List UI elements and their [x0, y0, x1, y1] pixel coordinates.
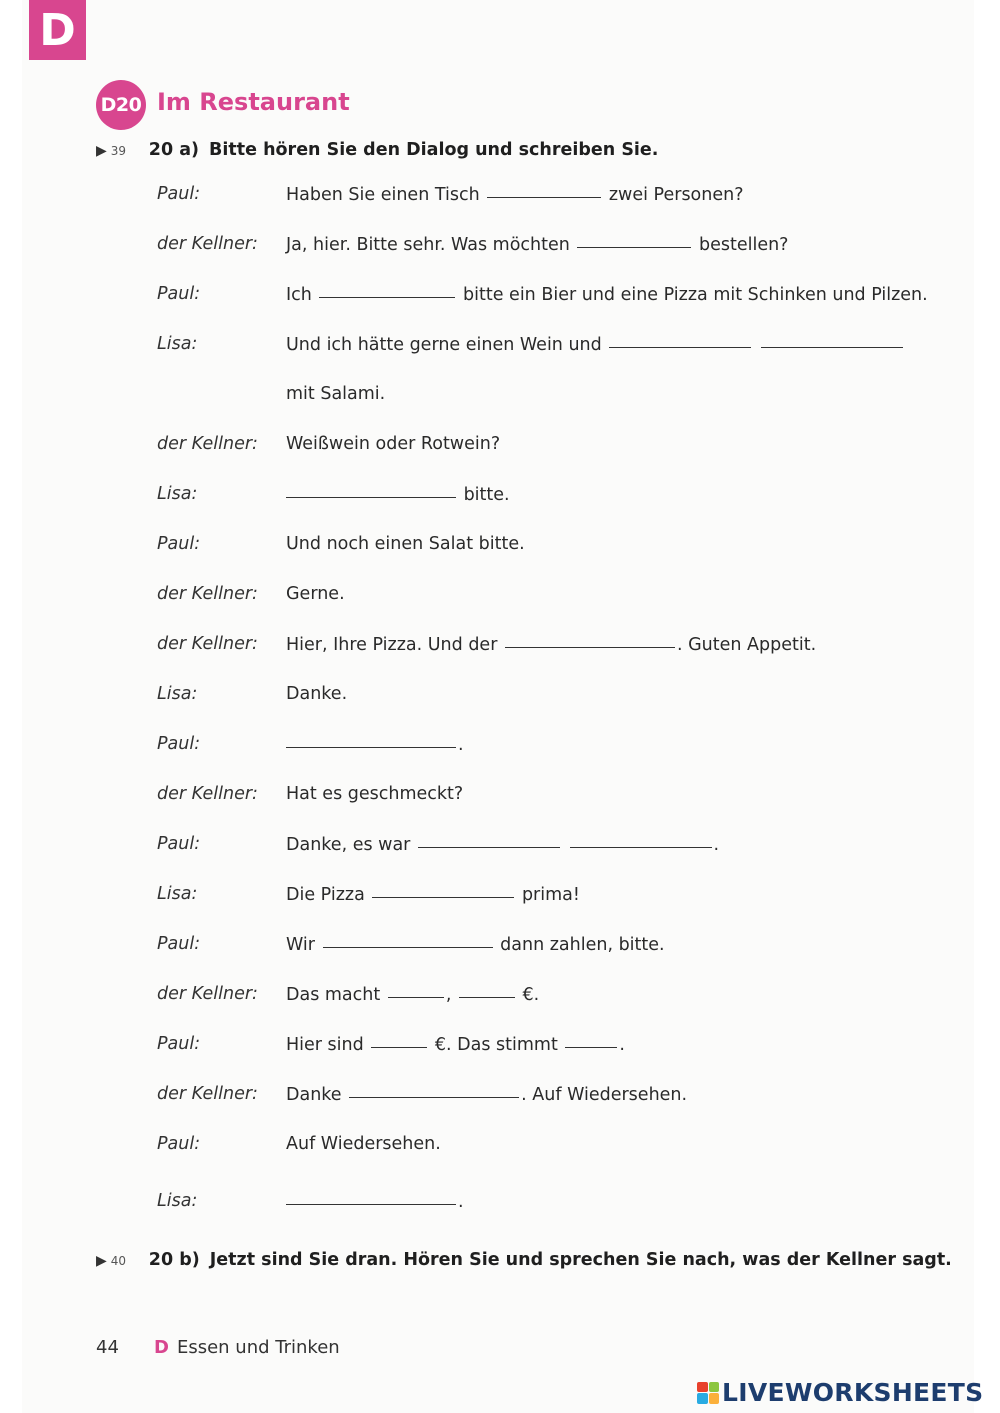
dialog-row	[0, 279, 1000, 309]
answer-blank[interactable]	[349, 1077, 519, 1098]
answer-blank[interactable]	[323, 927, 493, 948]
exercise-20a-heading	[96, 140, 658, 160]
answer-blank[interactable]	[286, 727, 456, 748]
answer-blank[interactable]	[761, 327, 903, 348]
speaker-label: der Kellner:	[157, 584, 258, 604]
speaker-label: der Kellner:	[157, 784, 258, 804]
play-audio-icon[interactable]: ▶	[96, 1253, 107, 1269]
dialog-row	[0, 879, 1000, 909]
speaker-label: der Kellner:	[157, 234, 258, 254]
dialog-row	[0, 629, 1000, 659]
dialog-line: Hier, Ihre Pizza. Und der . Guten Appetit.	[286, 629, 816, 660]
answer-blank[interactable]	[577, 227, 691, 248]
dialog-row	[0, 1029, 1000, 1059]
answer-blank[interactable]	[459, 977, 515, 998]
dialog-line: Wir dann zahlen, bitte.	[286, 929, 665, 960]
footer-chapter-letter: D	[154, 1337, 169, 1358]
speaker-label: der Kellner:	[157, 434, 258, 454]
exercise-instruction: Bitte hören Sie den Dialog und schreiben Sie.	[209, 140, 659, 160]
exercise-number: 20 a)	[148, 140, 200, 160]
speaker-label: Paul:	[157, 284, 201, 304]
dialog-line: .	[286, 1186, 464, 1217]
dialog-line: Ich bitte ein Bier und eine Pizza mit Schinken und Pilzen.	[286, 279, 928, 310]
dialog-row	[0, 179, 1000, 209]
dialog-row	[0, 729, 1000, 759]
speaker-label: der Kellner:	[157, 1084, 258, 1104]
exercise-number: 20 b)	[148, 1250, 200, 1270]
speaker-label: Paul:	[157, 734, 201, 754]
answer-blank[interactable]	[372, 877, 514, 898]
play-audio-icon[interactable]: ▶	[96, 143, 107, 159]
section-badge: D20	[96, 80, 146, 130]
dialog-row	[0, 979, 1000, 1009]
speaker-label: Paul:	[157, 1134, 201, 1154]
exercise-instruction: Jetzt sind Sie dran. Hören Sie und sprechen Sie nach, was der Kellner sagt.	[209, 1250, 952, 1270]
dialog-line: Hier sind €. Das stimmt .	[286, 1029, 625, 1060]
brand-name: LIVEWORKSHEETS	[722, 1378, 984, 1407]
speaker-label: Paul:	[157, 934, 201, 954]
page-footer	[96, 1337, 340, 1358]
dialog-row	[0, 929, 1000, 959]
answer-blank[interactable]	[505, 627, 675, 648]
dialog-row	[0, 1129, 1000, 1159]
liveworksheets-logo-icon	[697, 1382, 719, 1404]
answer-blank[interactable]	[487, 177, 601, 198]
footer-chapter-title: Essen und Trinken	[176, 1337, 340, 1358]
dialog-line: Die Pizza prima!	[286, 879, 580, 910]
dialog-row	[0, 1079, 1000, 1109]
speaker-label: Paul:	[157, 184, 201, 204]
dialog-line: Hat es geschmeckt?	[286, 784, 464, 804]
answer-blank[interactable]	[319, 277, 455, 298]
dialog-row	[0, 829, 1000, 859]
answer-blank[interactable]	[388, 977, 444, 998]
section-title: Im Restaurant	[157, 88, 350, 116]
dialog-row	[0, 379, 1000, 409]
liveworksheets-brand[interactable]	[697, 1378, 983, 1407]
dialog-row	[0, 779, 1000, 809]
dialog-line: Und ich hätte gerne einen Wein und	[286, 329, 905, 360]
speaker-label: der Kellner:	[157, 634, 258, 654]
speaker-label: Lisa:	[157, 484, 198, 504]
page-number: 44	[96, 1337, 119, 1358]
answer-blank[interactable]	[609, 327, 751, 348]
answer-blank[interactable]	[371, 1027, 427, 1048]
dialog-row	[0, 229, 1000, 259]
dialog-row	[0, 679, 1000, 709]
dialog-line: Das macht , €.	[286, 979, 539, 1010]
dialog-line: Weißwein oder Rotwein?	[286, 434, 501, 454]
answer-blank[interactable]	[286, 477, 456, 498]
audio-track-number: 40	[110, 1254, 127, 1268]
dialog-row	[0, 329, 1000, 359]
dialog-line: Danke.	[286, 684, 348, 704]
dialog-line: Ja, hier. Bitte sehr. Was möchten bestellen?	[286, 229, 788, 260]
dialog-line: mit Salami.	[286, 384, 386, 404]
dialog-line: Auf Wiedersehen.	[286, 1134, 441, 1154]
speaker-label: Lisa:	[157, 884, 198, 904]
dialog-line: .	[286, 729, 464, 760]
chapter-tab: D	[29, 0, 86, 60]
answer-blank[interactable]	[418, 827, 560, 848]
dialog-line: Haben Sie einen Tisch zwei Personen?	[286, 179, 744, 210]
dialog-row	[0, 429, 1000, 459]
speaker-label: Lisa:	[157, 1191, 198, 1211]
answer-blank[interactable]	[570, 827, 712, 848]
dialog-row	[0, 479, 1000, 509]
dialog-line: Danke, es war .	[286, 829, 719, 860]
dialog-line: Gerne.	[286, 584, 345, 604]
answer-blank[interactable]	[565, 1027, 617, 1048]
dialog-line: Und noch einen Salat bitte.	[286, 534, 525, 554]
audio-track-number: 39	[110, 144, 127, 158]
dialog-line: Danke . Auf Wiedersehen.	[286, 1079, 687, 1110]
speaker-label: Lisa:	[157, 684, 198, 704]
speaker-label: Paul:	[157, 534, 201, 554]
speaker-label: Paul:	[157, 1034, 201, 1054]
speaker-label: der Kellner:	[157, 984, 258, 1004]
answer-blank[interactable]	[286, 1184, 456, 1205]
exercise-20b-heading	[96, 1250, 952, 1270]
speaker-label: Lisa:	[157, 334, 198, 354]
dialog-row	[0, 1186, 1000, 1216]
dialog-row	[0, 529, 1000, 559]
dialog-row	[0, 579, 1000, 609]
speaker-label: Paul:	[157, 834, 201, 854]
dialog-line: bitte.	[286, 479, 510, 510]
